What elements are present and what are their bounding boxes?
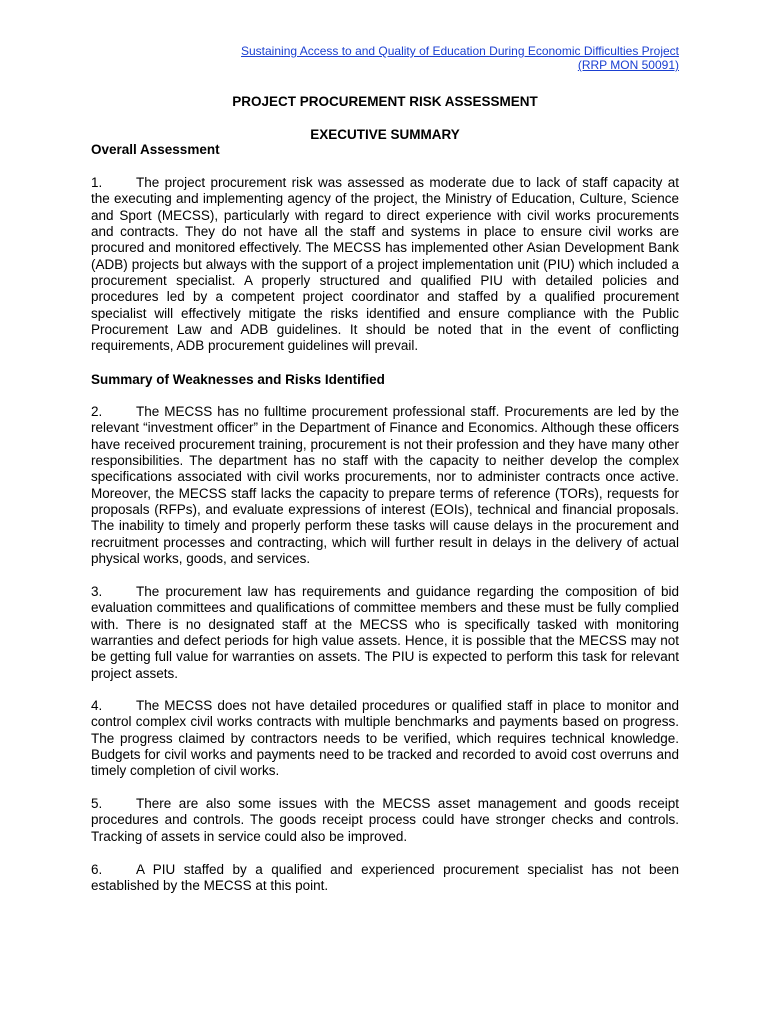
section-heading-overall: Overall Assessment bbox=[91, 142, 220, 157]
document-subtitle: EXECUTIVE SUMMARY bbox=[310, 127, 460, 142]
document-title: PROJECT PROCUREMENT RISK ASSESSMENT bbox=[232, 94, 538, 109]
paragraph-number: 6. bbox=[91, 862, 103, 877]
paragraph-5 bbox=[91, 796, 679, 845]
paragraph-number: 2. bbox=[91, 404, 103, 419]
document-page bbox=[91, 44, 679, 894]
paragraph-2 bbox=[91, 404, 679, 567]
paragraph-6 bbox=[91, 862, 679, 895]
paragraph-text: The MECSS has no fulltime procurement professional staff. Procurements are led by the relevant “investment officer” in the Department of Finance and Economics. Although these officers have received procurement training, procurement is not their profession and they have many other responsibilities. The department has no staff with the capacity to neither develop the complex specifications associated with civil works procurements, nor to administer contracts once active. Moreover, the MECSS staff lacks the capacity to prepare terms of reference (TORs), requests for proposals (RFPs), and evaluate expressions of interest (EOIs), technical and financial proposals. The inability to timely and properly perform these tasks will cause delays in the procurement and recruitment processes and contracting, which will further result in delays in the delivery of actual physical works, goods, and services. bbox=[91, 404, 679, 567]
paragraph-number: 5. bbox=[91, 796, 103, 811]
paragraph-text: The project procurement risk was assessed as moderate due to lack of staff capacity at the executing and implementing agency of the project, the Ministry of Education, Culture, Science and Sport (MECSS), particularly with regard to direct experience with civil works procurements and contracts. They do not have all the staff and systems in place to ensure civil works are procured and monitored effectively. The MECSS has implemented other Asian Development Bank (ADB) projects but always with the support of a project implementation unit (PIU) which included a procurement specialist. A properly structured and qualified PIU with detailed policies and procedures led by a competent project coordinator and staffed by a qualified procurement specialist will effectively mitigate the risks identified and ensure compliance with the Public Procurement Law and ADB guidelines. It should be noted that in the event of conflicting requirements, ADB procurement guidelines will prevail. bbox=[91, 175, 679, 354]
paragraph-number: 1. bbox=[91, 175, 103, 190]
paragraph-text: A PIU staffed by a qualified and experienced procurement specialist has not been established by the MECSS at this point. bbox=[91, 862, 679, 894]
paragraph-4 bbox=[91, 698, 679, 780]
header-project-title: Sustaining Access to and Quality of Education During Economic Difficulties Project bbox=[241, 44, 679, 58]
section-heading-weaknesses: Summary of Weaknesses and Risks Identified bbox=[91, 372, 385, 387]
paragraph-number: 3. bbox=[91, 584, 103, 599]
paragraph-1 bbox=[91, 175, 679, 355]
paragraph-text: The MECSS does not have detailed procedures or qualified staff in place to monitor and control complex civil works contracts with multiple benchmarks and payments based on progress. The progress claimed by contractors needs to be verified, which requires technical knowledge. Budgets for civil works and payments need to be tracked and recorded to avoid cost overruns and timely completion of civil works. bbox=[91, 698, 679, 779]
header-project-code: (RRP MON 50091) bbox=[577, 58, 679, 72]
paragraph-text: There are also some issues with the MECSS asset management and goods receipt procedures and controls. The goods receipt process could have stronger checks and controls. Tracking of assets in service could also be improved. bbox=[91, 796, 679, 844]
paragraph-text: The procurement law has requirements and guidance regarding the composition of bid evaluation committees and qualifications of committee members and these must be fully complied with. There is no designated staff at the MECSS who is specifically tasked with monitoring warranties and defect periods for high value assets. Hence, it is possible that the MECSS may not be getting full value for warranties on assets. The PIU is expected to perform this task for relevant project assets. bbox=[91, 584, 679, 681]
paragraph-3 bbox=[91, 584, 679, 682]
paragraph-number: 4. bbox=[91, 698, 103, 713]
